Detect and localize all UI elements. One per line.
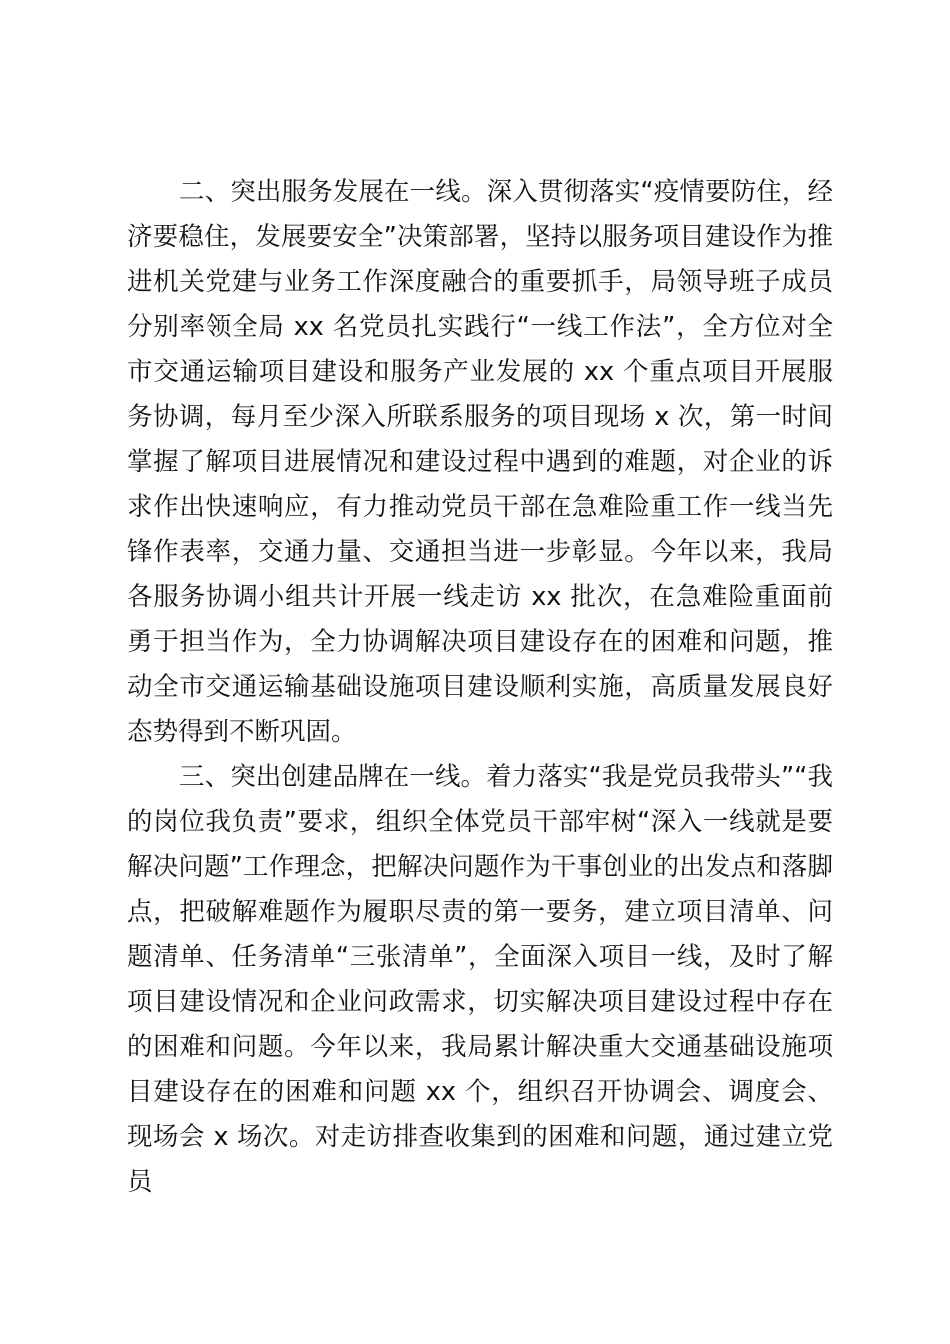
document-body [127,170,833,1205]
paragraph-section-three: 三、突出创建品牌在一线。着力落实“我是党员我带头”“我的岗位我负责”要求，组织全体党员干部牢树“深入一线就是要解决问题”工作理念，把解决问题作为干事创业的出发点和落脚点，把破解难题作为履职尽责的第一要务，建立项目清单、问题清单、任务清单“三张清单”，全面深入项目一线，及时了解项目建设情况和企业问政需求，切实解决项目建设过程中存在的困难和问题。今年以来，我局累计解决重大交通基础设施项目建设存在的困难和问题 xx 个，组织召开协调会、调度会、现场会 x 场次。对走访排查收集到的困难和问题，通过建立党员 [127,762,833,1197]
paragraph-section-two: 二、突出服务发展在一线。深入贯彻落实“疫情要防住，经济要稳住，发展要安全”决策部署，坚持以服务项目建设作为推进机关党建与业务工作深度融合的重要抓手，局领导班子成员分别率领全局 xx 名党员扎实践行“一线工作法”，全方位对全市交通运输项目建设和服务产业发展的 xx 个重点项目开展服务协调，每月至少深入所联系服务的项目现场 x 次，第一时间掌握了解项目进展情况和建设过程中遇到的难题，对企业的诉求作出快速响应，有力推动党员干部在急难险重工作一线当先锋作表率，交通力量、交通担当进一步彰显。今年以来，我局各服务协调小组共计开展一线走访 xx 批次，在急难险重面前勇于担当作为，全力协调解决项目建设存在的困难和问题，推动全市交通运输基础设施项目建设顺利实施，高质量发展良好态势得到不断巩固。 [127,177,833,747]
